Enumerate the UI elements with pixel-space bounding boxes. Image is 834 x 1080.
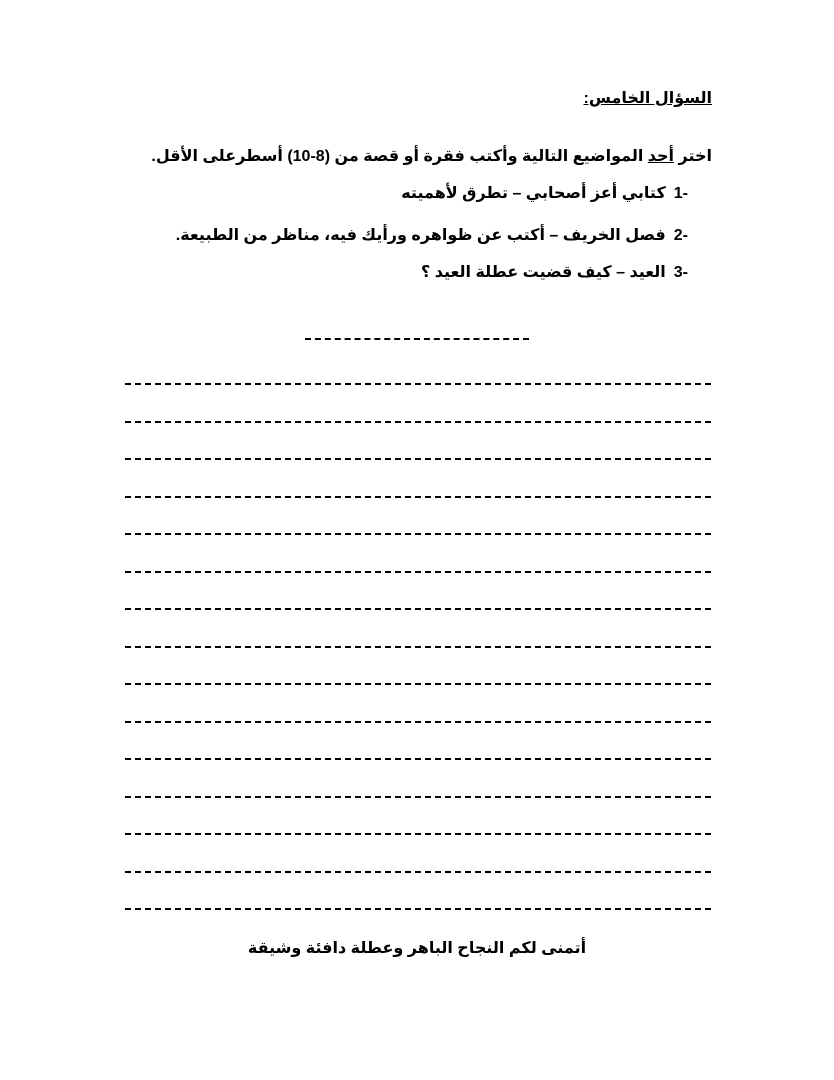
writing-line[interactable] (125, 646, 711, 648)
writing-line[interactable] (125, 871, 711, 873)
writing-line[interactable] (125, 721, 711, 723)
writing-line[interactable] (125, 758, 711, 760)
title-writing-line[interactable] (305, 338, 529, 340)
topic-item (176, 225, 688, 245)
writing-line[interactable] (125, 608, 711, 610)
writing-line[interactable] (125, 571, 711, 573)
writing-line[interactable] (125, 796, 711, 798)
topic-number: -2 (673, 227, 688, 244)
writing-line[interactable] (125, 908, 711, 910)
writing-line[interactable] (125, 458, 711, 460)
closing-message: أتمنى لكم النجاح الباهر وعطلة دافئة وشيقة (247, 940, 587, 957)
writing-line[interactable] (125, 496, 711, 498)
instruction-text-end: المواضيع التالية وأكتب فقرة أو قصة من (8-10) أسطرعلى الأقل. (151, 148, 648, 165)
question-instruction (151, 146, 712, 166)
writing-line[interactable] (125, 421, 711, 423)
topic-number: -3 (673, 264, 688, 281)
topic-text: كتابي أعز أصحابي – تطرق لأهميته (401, 185, 666, 202)
topic-text: فصل الخريف – أكتب عن ظواهره ورأيك فيه، مناظر من الطبيعة. (175, 227, 666, 244)
writing-line[interactable] (125, 533, 711, 535)
topic-item (421, 262, 688, 282)
topic-item (401, 183, 688, 203)
topic-text: العيد – كيف قضيت عطلة العيد ؟ (420, 264, 666, 281)
writing-line[interactable] (125, 833, 711, 835)
writing-line[interactable] (125, 383, 711, 385)
instruction-text-start: اختر (674, 148, 712, 165)
writing-lines-area[interactable] (125, 383, 711, 946)
writing-line[interactable] (125, 683, 711, 685)
topic-number: -1 (673, 185, 688, 202)
question-heading: السؤال الخامس: (583, 90, 712, 107)
instruction-underlined-word: أحد (647, 148, 675, 165)
